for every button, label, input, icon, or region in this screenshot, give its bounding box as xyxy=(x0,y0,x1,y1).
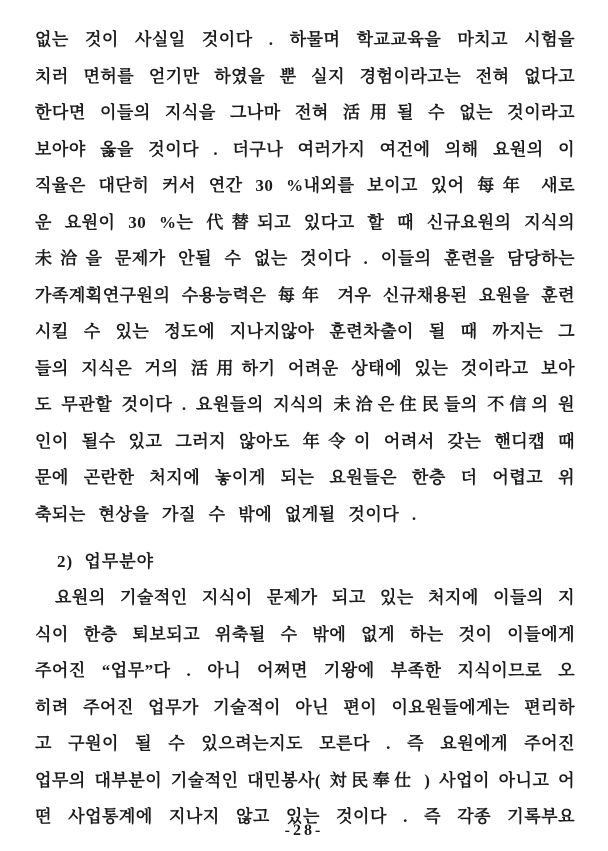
document-body xyxy=(35,22,575,836)
text-line: 도 무관할 것이다 . 요원들의 지식의 未洽은住民들의 不信의 원 xyxy=(35,395,575,414)
text-line: 요원의 기술적인 지식이 문제가 되고 있는 처지에 이들의 지 xyxy=(55,588,575,607)
page-number: -28- xyxy=(284,822,324,839)
text-line: 고 구원이 될 수 있으려는지도 모른다 . 즉 요원에게 주어진 xyxy=(35,734,575,753)
text-line: 문에 곤란한 처지에 놓이게 되는 요원들은 한층 더 어렵고 위 xyxy=(35,468,575,487)
text-line: 히려 주어진 업무가 기술적이 아닌 편이 이요원들에게는 편리하 xyxy=(35,697,575,717)
text-line: 한다면 이들의 지식을 그나마 전혀 活用될 수 없는 것이라고 xyxy=(35,103,575,122)
text-line: 식이 한층 퇴보되고 위축될 수 밖에 없게 하는 것이 이들에게 xyxy=(35,624,575,644)
paragraph-2 xyxy=(35,580,575,836)
text-line: 들의 지식은 거의 活用하기 어려운 상태에 있는 것이라고 보아 xyxy=(35,358,575,378)
section-heading: 2) 업무분야 xyxy=(57,551,155,571)
text-line: 직율은 대단히 커서 연간 30 %내외를 보이고 있어 每年 새로 xyxy=(35,176,575,195)
text-line: 주어진 “업무”다 . 아니 어쩌면 기왕에 부족한 지식이므로 오 xyxy=(35,661,575,680)
text-line: 치러 면허를 얻기만 하였을 뿐 실지 경험이라고는 전혀 없다고 xyxy=(35,66,575,86)
text-line: 가족계획연구원의 수용능력은 每年 겨우 신규채용된 요원을 훈련 xyxy=(35,285,575,305)
paragraph-1 xyxy=(35,22,575,533)
text-line: 업무의 대부분이 기술적인 대민봉사( 対民奉仕 ) 사업이 아니고 어 xyxy=(35,770,575,790)
text-line: 보아야 옳을 것이다 . 더구나 여러가지 여건에 의해 요원의 이 xyxy=(35,139,575,159)
text-line: 떤 사업통계에 지나지 않고 있는 것이다 . 즉 각종 기록부요 xyxy=(35,807,575,826)
text-line: 未洽을 문제가 안될 수 없는 것이다 . 이들의 훈련을 담당하는 xyxy=(35,249,575,268)
text-line: 축되는 현상을 가질 수 밖에 없게될 것이다 . xyxy=(35,504,417,524)
text-line: 없는 것이 사실일 것이다 . 하물며 학교교육을 마치고 시험을 xyxy=(35,30,575,49)
text-line: 시킬 수 있는 정도에 지나지않아 훈련차출이 될 때 까지는 그 xyxy=(35,322,575,341)
text-line: 인이 될수 있고 그러지 않아도 年令이 어려서 갖는 핸디캡 때 xyxy=(35,431,575,451)
text-line: 운 요원이 30 %는 代替되고 있다고 할 때 신규요원의 지식의 xyxy=(35,212,575,232)
